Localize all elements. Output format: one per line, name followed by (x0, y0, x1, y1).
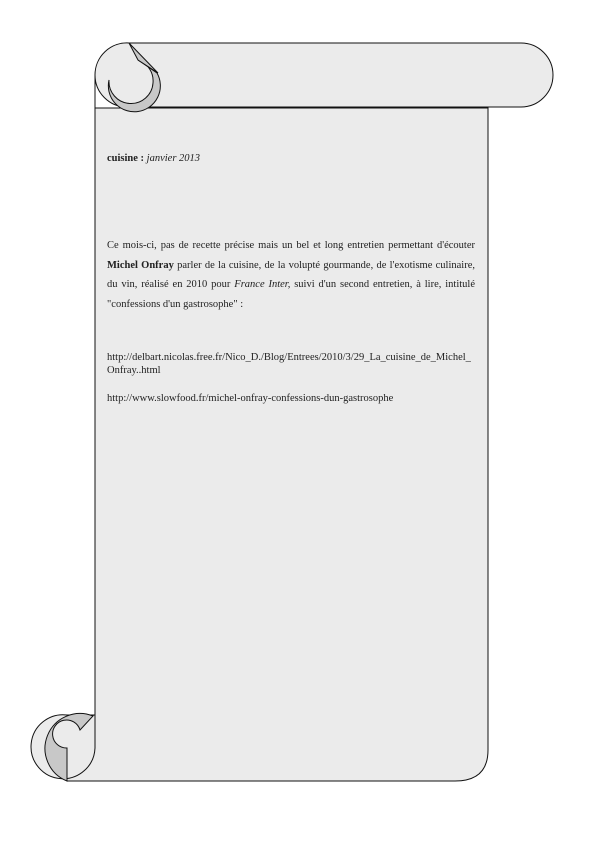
link-delbart[interactable]: http://delbart.nicolas.free.fr/Nico_D./Blog/Entrees/2010/3/29_La_cuisine_de_Michel_Onfray..html (107, 352, 471, 376)
parchment-body (67, 75, 488, 781)
article-text-3: suivi d'un second entretien, à lire, intitulé "confessions d'un gastrosophe" : (107, 279, 475, 310)
article-text-1: Ce mois-ci, pas de recette précise mais un bel et long entretien permettant d'écouter (107, 240, 475, 251)
station-name: France Inter, (234, 279, 291, 290)
top-roll (95, 43, 553, 107)
author-name: Michel Onfray (107, 259, 174, 271)
entry-date: janvier 2013 (146, 153, 201, 164)
article-paragraph (107, 236, 475, 314)
link-slowfood[interactable]: http://www.slowfood.fr/michel-onfray-confessions-dun-gastrosophe (107, 393, 394, 404)
article-text-2: parler de la cuisine, de la volupté gourmande, de l'exotisme culinaire, du vin, réalisé en 2010 pour (107, 259, 475, 290)
category-label: cuisine : (107, 153, 145, 164)
entry-heading (107, 152, 475, 166)
